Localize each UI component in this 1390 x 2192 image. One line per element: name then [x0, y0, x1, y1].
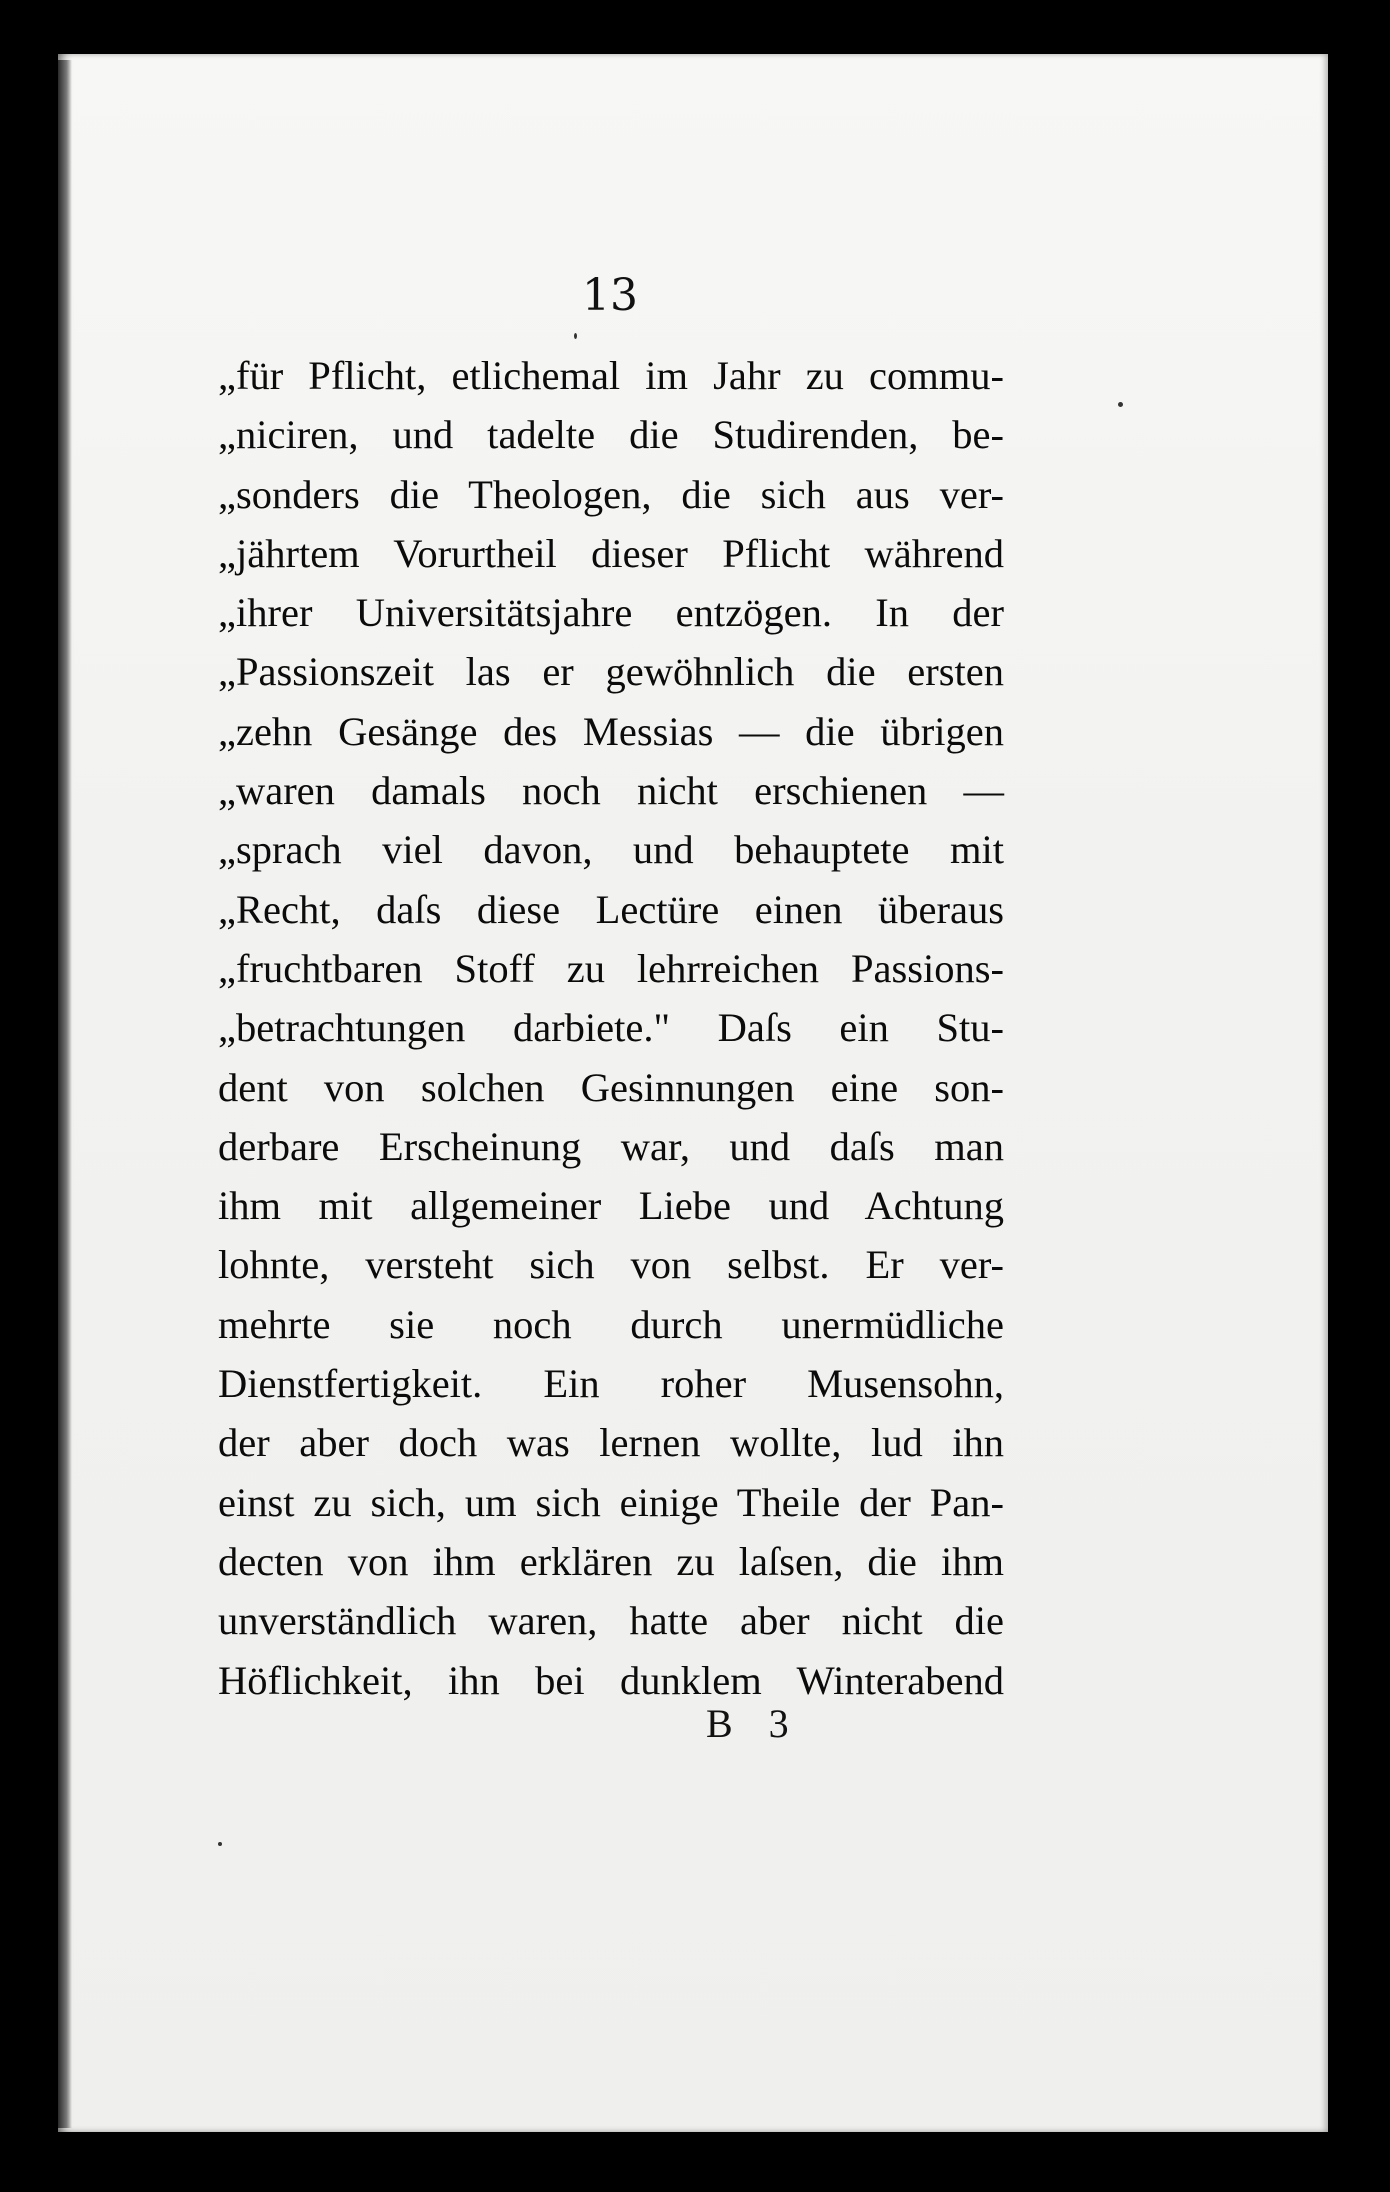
text-line: „ihrer Universitätsjahre entzögen. In der — [218, 590, 1004, 636]
text-line: decten von ihm erklären zu laſsen, die ihm — [218, 1538, 1004, 1584]
paper-speck — [1118, 402, 1123, 407]
text-line: „jährtem Vorurtheil dieser Pflicht während — [218, 530, 1004, 576]
text-line: „fruchtbaren Stoff zu lehrreichen Passions- — [218, 945, 1004, 991]
signature-mark: B 3 — [706, 1701, 789, 1746]
text-line: „waren damals noch nicht erschienen — — [218, 768, 1004, 814]
paper-speck — [218, 1842, 222, 1846]
text-line: unverständlich waren, hatte aber nicht die — [218, 1598, 1004, 1644]
text-line: der aber doch was lernen wollte, lud ihn — [218, 1420, 1004, 1466]
text-line: „Passionszeit las er gewöhnlich die ersten — [218, 649, 1004, 695]
body-text — [218, 346, 1004, 1710]
text-line: „Recht, daſs diese Lectüre einen überaus — [218, 886, 1004, 932]
paper-speck — [574, 333, 577, 339]
text-line: mehrte sie noch durch unermüdliche — [218, 1301, 1004, 1347]
text-line: „niciren, und tadelte die Studirenden, be- — [218, 412, 1004, 458]
text-line: „sonders die Theologen, die sich aus ver- — [218, 471, 1004, 517]
text-line: „zehn Gesänge des Messias — die übrigen — [218, 708, 1004, 754]
text-line: Höflichkeit, ihn bei dunklem Winterabend — [218, 1657, 1004, 1703]
text-line: dent von solchen Gesinnungen eine son- — [218, 1064, 1004, 1110]
text-line: einst zu sich, um sich einige Theile der Pan- — [218, 1479, 1004, 1525]
page-number: 13 — [582, 270, 638, 321]
page-binding-edge — [58, 60, 72, 2128]
text-line: ihm mit allgemeiner Liebe und Achtung — [218, 1183, 1004, 1229]
text-line: derbare Erscheinung war, und daſs man — [218, 1123, 1004, 1169]
text-line: Dienstfertigkeit. Ein roher Musensohn, — [218, 1361, 1004, 1407]
text-line: „für Pflicht, etlichemal im Jahr zu commu- — [218, 353, 1004, 398]
text-line: „betrachtungen darbiete." Daſs ein Stu- — [218, 1005, 1004, 1051]
text-line: „sprach viel davon, und behauptete mit — [218, 827, 1004, 873]
text-line: lohnte, versteht sich von selbst. Er ver- — [218, 1242, 1004, 1288]
